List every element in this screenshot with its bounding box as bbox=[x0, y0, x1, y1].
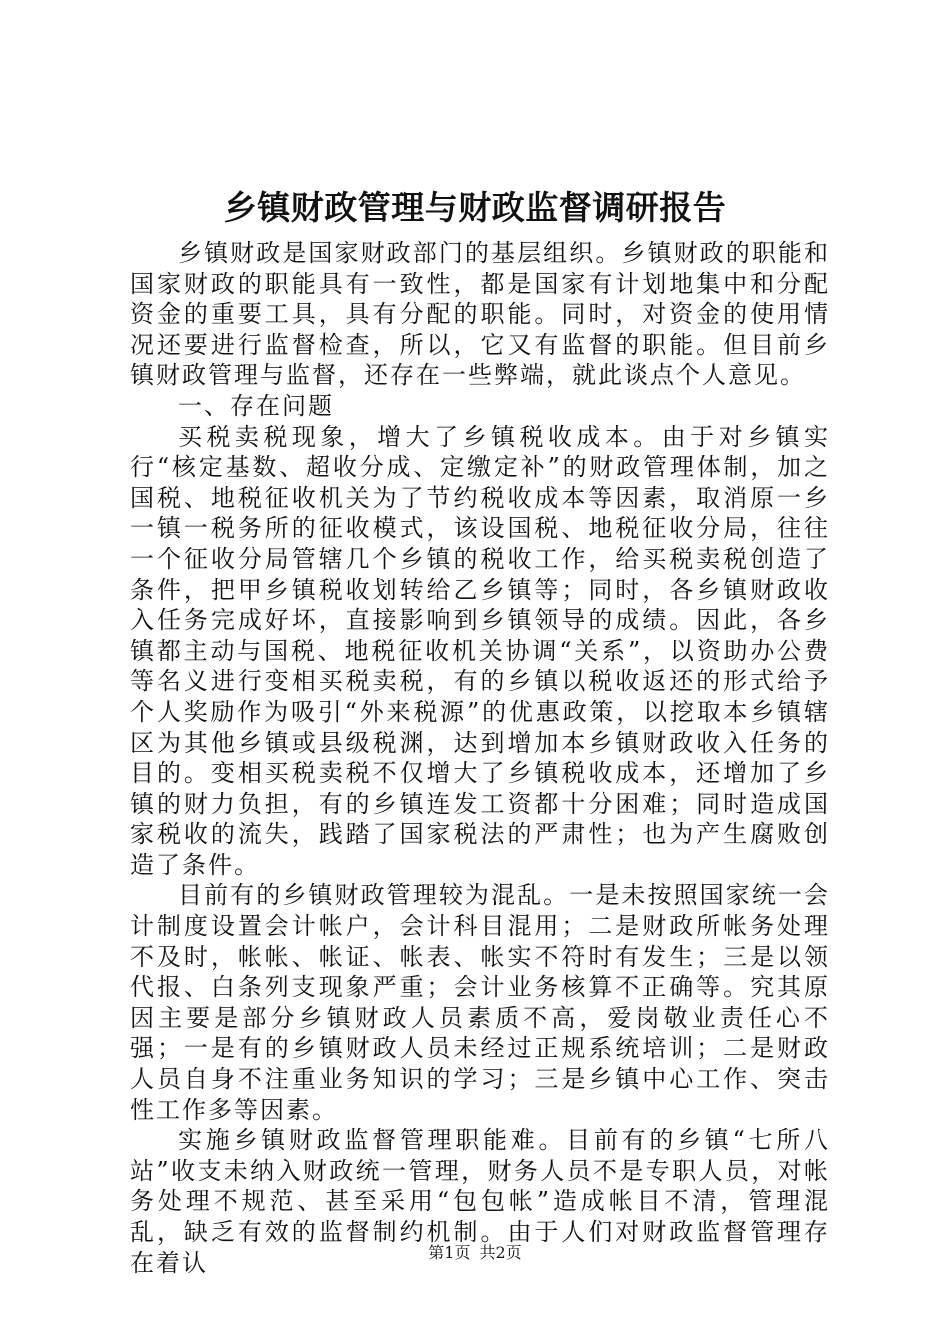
page-footer bbox=[0, 1242, 950, 1264]
page-number: 第1页 bbox=[428, 1243, 471, 1262]
body-paragraph: 目前有的乡镇财政管理较为混乱。一是未按照国家统一会计制度设置会计帐户，会计科目混用；二是财政所帐务处理不及时，帐帐、帐证、帐表、帐实不符时有发生；三是以领代报、白条列支现象严重；会计业务核算不正确等。究其原因主要是部分乡镇财政人员素质不高，爱岗敬业责任心不强；一是有的乡镇财政人员未经过正规系统培训；二是财政人员自身不注重业务知识的学习；三是乡镇中心工作、突击性工作多等因素。 bbox=[130, 881, 830, 1124]
section-heading: 一、存在问题 bbox=[178, 391, 334, 420]
body-paragraph: 买税卖税现象，增大了乡镇税收成本。由于对乡镇实行“核定基数、超收分成、定缴定补”的财政管理体制，加之国税、地税征收机关为了节约税收成本等因素，取消原一乡一镇一税务所的征收模式，该设国税、地税征收分局，往往一个征收分局管辖几个乡镇的税收工作，给买税卖税创造了条件，把甲乡镇税收划转给乙乡镇等；同时，各乡镇财政收入任务完成好坏，直接影响到乡镇领导的成绩。因此，各乡镇都主动与国税、地税征收机关协调“关系”，以资助办公费等名义进行变相买税卖税，有的乡镇以税收返还的形式给予个人奖励作为吸引“外来税源”的优惠政策，以挖取本乡镇辖区为其他乡镇或县级税渊，达到增加本乡镇财政收入任务的目的。变相买税卖税不仅增大了乡镇税收成本，还增加了乡镇的财力负担，有的乡镇连发工资都十分困难；同时造成国家税收的流失，践踏了国家税法的严肃性；也为产生腐败创造了条件。 bbox=[130, 422, 830, 879]
intro-paragraph: 乡镇财政是国家财政部门的基层组织。乡镇财政的职能和国家财政的职能具有一致性，都是国家有计划地集中和分配资金的重要工具，具有分配的职能。同时，对资金的使用情况还要进行监督检查，所以，它又有监督的职能。但目前乡镇财政管理与监督，还存在一些弊端，就此谈点个人意见。 bbox=[130, 239, 830, 390]
document-title: 乡镇财政管理与财政监督调研报告 bbox=[223, 188, 727, 227]
document-body bbox=[130, 238, 830, 1278]
body-paragraph: 实施乡镇财政监督管理职能难。目前有的乡镇“七所八站”收支未纳入财政统一管理，财务人员不是专职人员，对帐务处理不规范、甚至采用“包包帐”造成帐目不清，管理混乱，缺乏有效的监督制约机制。由于人们对财政监督管理存在着认 bbox=[130, 1126, 830, 1277]
page-total: 共2页 bbox=[479, 1243, 522, 1262]
